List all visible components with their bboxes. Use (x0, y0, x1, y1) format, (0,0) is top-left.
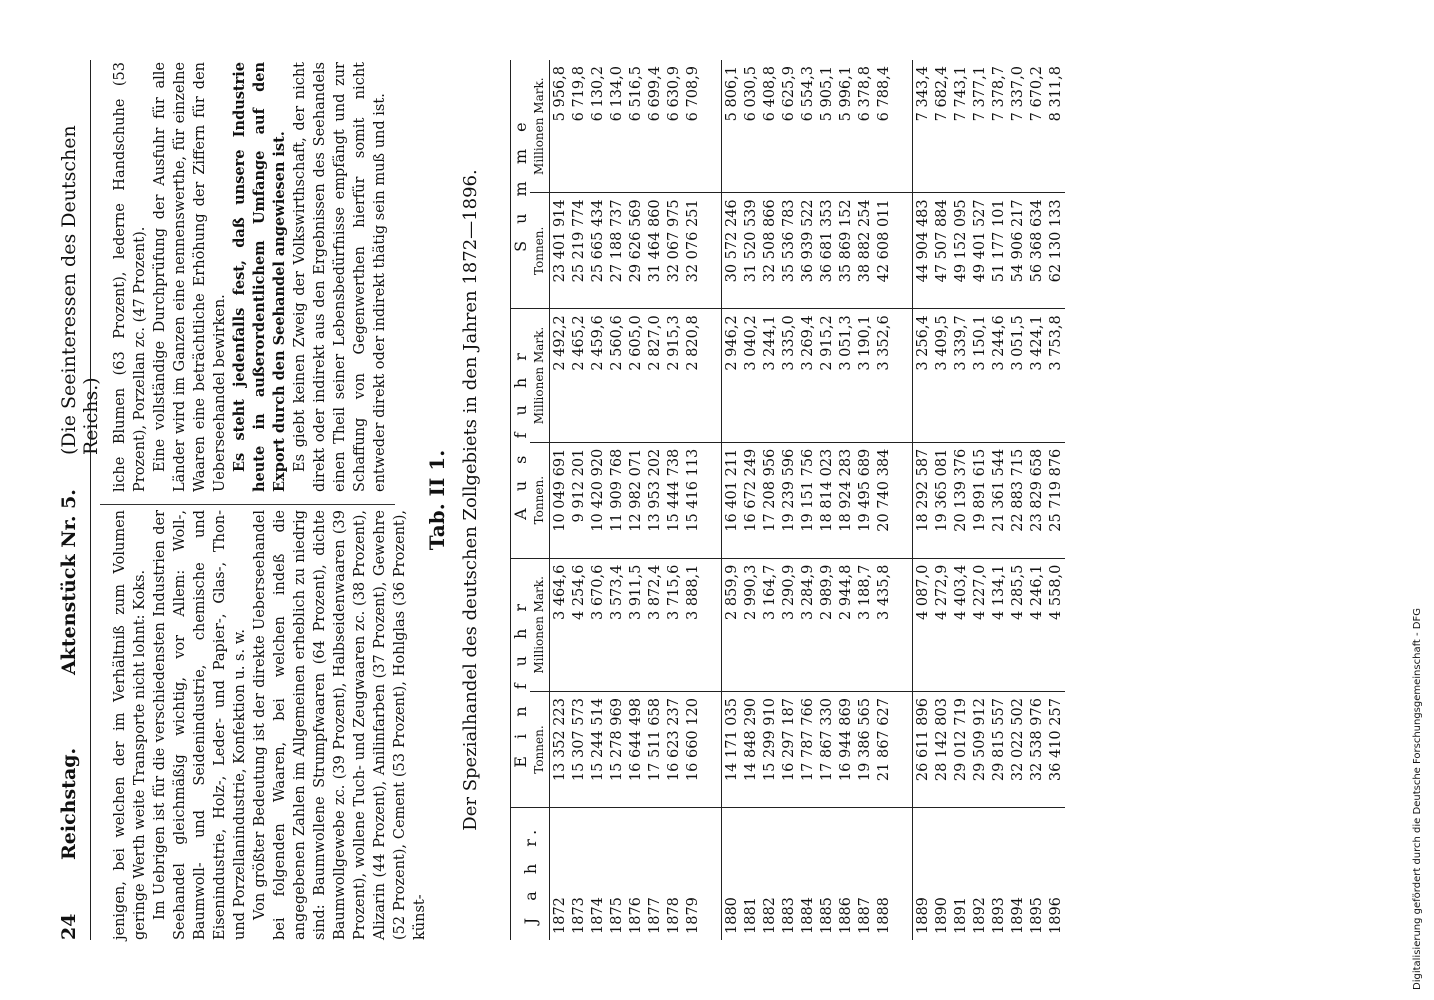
paragraph: Von größter Bedeutung ist der direkte Ueberseehandel bei folgenden Waaren, bei welchen indeß die angegebenen Zahlen im Allgemeinen erheblich zu niedrig sind: Baumwollene Strumpfwaaren (64 Prozent), dichte Baumwollgewebe zc. (39 Prozent), Halbseidenwaaren (39 Prozent), wollene Tuch- und Zeugwaaren zc. (38 Prozent), Alizarin (44 Prozent), Anilinfarben (37 Prozent), Gewehre (52 Prozent), Cement (53 Prozent), Hohlglas (36 Prozent), künst- (252, 510, 428, 940)
value-cell: 6 708,9 (683, 60, 702, 193)
value-cell: 3 040,2 (741, 309, 760, 442)
value-cell: 15 307 573 (569, 692, 588, 808)
table-row (836, 60, 855, 940)
value-cell: 31 464 860 (645, 193, 664, 309)
subheader-tonnen: Tonnen. (530, 442, 550, 558)
value-cell: 3 051,3 (836, 309, 855, 442)
value-cell: 6 788,4 (874, 60, 893, 193)
value-cell: 36 681 353 (817, 193, 836, 309)
value-cell: 7 682,4 (932, 60, 951, 193)
value-cell: 19 239 596 (779, 442, 798, 558)
table-row (913, 60, 933, 940)
value-cell: 7 378,7 (989, 60, 1008, 193)
value-cell: 6 134,0 (607, 60, 626, 193)
table-title: Tab. II 1. (425, 449, 449, 551)
table-row (664, 60, 683, 940)
page-number: 24 (58, 913, 80, 940)
header-title-aktenstueck: Aktenstück Nr. 5. (58, 489, 80, 675)
table-row (760, 60, 779, 940)
value-cell: 2 820,8 (683, 309, 702, 442)
value-cell: 6 516,5 (626, 60, 645, 193)
paragraph: Im Uebrigen ist für die verschiedensten Industrien der Seehandel gleichmäßig wichtig, vor Allem: Woll-, Baumwoll- und Seidenindustrie, chemische und Eisenindustrie, Holz-, Leder- und Papier-, Glas-, Thon- und Porzellanindustrie, Konfektion u. s. w. (152, 510, 248, 940)
subheader-tonnen: Tonnen. (530, 193, 550, 309)
value-cell: 2 944,8 (836, 558, 855, 691)
value-cell: 35 536 783 (779, 193, 798, 309)
value-cell: 18 814 023 (817, 442, 836, 558)
value-cell: 54 906 217 (1008, 193, 1027, 309)
value-cell: 19 386 565 (855, 692, 874, 808)
value-cell: 2 827,0 (645, 309, 664, 442)
group-header-summe: S u m m e (511, 60, 531, 309)
value-cell: 3 150,1 (970, 309, 989, 442)
table-row (683, 60, 702, 940)
value-cell: 3 164,7 (760, 558, 779, 691)
year-cell: 1894 (1009, 897, 1026, 934)
value-cell: 3 424,1 (1027, 309, 1046, 442)
value-cell: 14 171 035 (722, 692, 742, 808)
value-cell: 6 554,3 (798, 60, 817, 193)
year-cell: 1883 (780, 897, 797, 934)
value-cell: 27 188 737 (607, 193, 626, 309)
value-cell: 29 509 912 (970, 692, 989, 808)
value-cell: 56 368 634 (1027, 193, 1046, 309)
value-cell: 6 630,9 (664, 60, 683, 193)
value-cell: 3 464,6 (550, 558, 570, 691)
subheader-millionen-mark: Millionen Mark. (530, 309, 550, 442)
group-header-ausfuhr: A u s f u h r (511, 309, 531, 558)
table-row (970, 60, 989, 940)
header-title-reichstag: Reichstag. (58, 747, 80, 860)
value-cell: 32 067 975 (664, 193, 683, 309)
year-cell: 1887 (856, 897, 873, 934)
block-gap (702, 60, 722, 940)
value-cell: 15 444 738 (664, 442, 683, 558)
value-cell: 44 904 483 (913, 193, 933, 309)
value-cell: 6 378,8 (855, 60, 874, 193)
value-cell: 2 492,2 (550, 309, 570, 442)
value-cell: 38 882 254 (855, 193, 874, 309)
value-cell: 16 672 249 (741, 442, 760, 558)
group-header-einfuhr: E i n f u h r (511, 558, 531, 807)
table-row (645, 60, 664, 940)
paragraph: jenigen, bei welchen der im Verhältniß zum Volumen geringe Werth weite Transporte nicht lohnt: Koks. (112, 510, 148, 940)
value-cell: 17 511 658 (645, 692, 664, 808)
value-cell: 3 888,1 (683, 558, 702, 691)
year-header: J a h r. (520, 823, 540, 925)
year-cell: 1896 (1047, 897, 1064, 934)
value-cell: 49 401 527 (970, 193, 989, 309)
year-cell: 1884 (799, 897, 816, 934)
value-cell: 20 740 384 (874, 442, 893, 558)
value-cell: 47 507 884 (932, 193, 951, 309)
year-cell: 1893 (990, 897, 1007, 934)
table-row (607, 60, 626, 940)
value-cell: 12 982 071 (626, 442, 645, 558)
value-cell: 21 361 544 (989, 442, 1008, 558)
table-body (550, 60, 1066, 940)
paragraph: liche Blumen (63 Prozent), lederne Handschuhe (53 Prozent), Porzellan zc. (47 Prozent). (112, 62, 148, 492)
value-cell: 29 815 557 (989, 692, 1008, 808)
value-cell: 4 227,0 (970, 558, 989, 691)
header-rule (90, 60, 91, 940)
value-cell: 2 989,9 (817, 558, 836, 691)
value-cell: 4 254,6 (569, 558, 588, 691)
value-cell: 2 915,2 (817, 309, 836, 442)
value-cell: 16 944 869 (836, 692, 855, 808)
value-cell: 2 459,6 (588, 309, 607, 442)
value-cell: 62 130 133 (1046, 193, 1065, 309)
value-cell: 10 049 691 (550, 442, 570, 558)
value-cell: 31 520 539 (741, 193, 760, 309)
value-cell: 23 401 914 (550, 193, 570, 309)
value-cell: 17 787 766 (798, 692, 817, 808)
value-cell: 3 256,4 (913, 309, 933, 442)
value-cell: 6 130,2 (588, 60, 607, 193)
value-cell: 2 915,3 (664, 309, 683, 442)
subheader-millionen-mark: Millionen Mark. (530, 558, 550, 691)
year-cell: 1892 (971, 897, 988, 934)
table-row (1046, 60, 1065, 940)
value-cell: 15 278 969 (607, 692, 626, 808)
value-cell: 19 891 615 (970, 442, 989, 558)
value-cell: 16 401 211 (722, 442, 742, 558)
value-cell: 25 719 876 (1046, 442, 1065, 558)
value-cell: 16 297 187 (779, 692, 798, 808)
value-cell: 10 420 920 (588, 442, 607, 558)
year-cell: 1889 (913, 808, 933, 941)
subheader-tonnen: Tonnen. (530, 692, 550, 808)
value-cell: 3 051,5 (1008, 309, 1027, 442)
value-cell: 4 087,0 (913, 558, 933, 691)
table-row (626, 60, 645, 940)
value-cell: 15 299 910 (760, 692, 779, 808)
value-cell: 5 956,8 (550, 60, 570, 193)
year-cell: 1876 (627, 897, 644, 934)
value-cell: 32 538 976 (1027, 692, 1046, 808)
table-row (741, 60, 760, 940)
value-cell: 15 416 113 (683, 442, 702, 558)
value-cell: 7 343,4 (913, 60, 933, 193)
year-cell: 1878 (665, 897, 682, 934)
value-cell: 5 905,1 (817, 60, 836, 193)
year-cell: 1874 (589, 897, 606, 934)
value-cell: 29 626 569 (626, 193, 645, 309)
year-cell: 1879 (684, 897, 701, 934)
page-header (58, 60, 102, 940)
value-cell: 6 699,4 (645, 60, 664, 193)
year-cell: 1872 (550, 808, 570, 941)
value-cell: 25 665 434 (588, 193, 607, 309)
value-cell: 2 946,2 (722, 309, 742, 442)
value-cell: 3 244,1 (760, 309, 779, 442)
paragraph-emphasis: Es steht jedenfalls fest, daß unsere Industrie heute in außerordentlichem Umfange auf den Export durch den Seehandel angewiesen ist. (231, 62, 288, 492)
value-cell: 3 339,7 (951, 309, 970, 442)
value-cell: 7 743,1 (951, 60, 970, 193)
year-cell: 1882 (761, 897, 778, 934)
dfg-side-note (1412, 0, 1430, 990)
value-cell: 3 269,4 (798, 309, 817, 442)
year-cell: 1873 (570, 897, 587, 934)
value-cell: 3 335,0 (779, 309, 798, 442)
table-row (550, 60, 570, 940)
value-cell: 6 408,8 (760, 60, 779, 193)
value-cell: 16 644 498 (626, 692, 645, 808)
value-cell: 3 435,8 (874, 558, 893, 691)
value-cell: 3 284,9 (798, 558, 817, 691)
value-cell: 19 365 081 (932, 442, 951, 558)
value-cell: 18 924 283 (836, 442, 855, 558)
value-cell: 16 660 120 (683, 692, 702, 808)
value-cell: 36 410 257 (1046, 692, 1065, 808)
value-cell: 19 495 689 (855, 442, 874, 558)
table-row (951, 60, 970, 940)
value-cell: 2 560,6 (607, 309, 626, 442)
value-cell: 3 188,7 (855, 558, 874, 691)
value-cell: 7 337,0 (1008, 60, 1027, 193)
value-cell: 9 912 201 (569, 442, 588, 558)
right-text-column (110, 62, 390, 492)
table-row (779, 60, 798, 940)
table-row (588, 60, 607, 940)
value-cell: 19 151 756 (798, 442, 817, 558)
table-row (874, 60, 893, 940)
value-cell: 32 076 251 (683, 193, 702, 309)
year-cell: 1886 (837, 897, 854, 934)
value-cell: 4 272,9 (932, 558, 951, 691)
value-cell: 2 605,0 (626, 309, 645, 442)
value-cell: 14 848 290 (741, 692, 760, 808)
value-cell: 3 190,1 (855, 309, 874, 442)
value-cell: 3 911,5 (626, 558, 645, 691)
value-cell: 17 867 330 (817, 692, 836, 808)
value-cell: 28 142 803 (932, 692, 951, 808)
value-cell: 3 409,5 (932, 309, 951, 442)
value-cell: 5 996,1 (836, 60, 855, 193)
value-cell: 7 670,2 (1027, 60, 1046, 193)
value-cell: 3 753,8 (1046, 309, 1065, 442)
value-cell: 35 869 152 (836, 193, 855, 309)
value-cell: 18 292 587 (913, 442, 933, 558)
table-row (817, 60, 836, 940)
value-cell: 4 558,0 (1046, 558, 1065, 691)
value-cell: 26 611 896 (913, 692, 933, 808)
value-cell: 16 623 237 (664, 692, 683, 808)
year-cell: 1885 (818, 897, 835, 934)
value-cell: 17 208 956 (760, 442, 779, 558)
trade-table (510, 60, 1065, 940)
table-row (1027, 60, 1046, 940)
value-cell: 21 867 627 (874, 692, 893, 808)
column-divider (100, 504, 395, 505)
value-cell: 2 990,3 (741, 558, 760, 691)
value-cell: 3 872,4 (645, 558, 664, 691)
paragraph: Eine vollständige Durchprüfung der Ausfuhr für alle Länder wird im Ganzen eine nennenswerthe, für einzelne Waaren eine beträchtliche Erhöhung der Ziffern für den Ueberseehandel bewirken. (152, 62, 228, 492)
year-cell: 1877 (646, 897, 663, 934)
table-row (569, 60, 588, 940)
value-cell: 3 715,6 (664, 558, 683, 691)
table-row (722, 60, 742, 940)
value-cell: 4 285,5 (1008, 558, 1027, 691)
year-cell: 1875 (608, 897, 625, 934)
table-row (989, 60, 1008, 940)
year-cell: 1880 (722, 808, 742, 941)
value-cell: 4 134,1 (989, 558, 1008, 691)
table-row (932, 60, 951, 940)
table-row (855, 60, 874, 940)
value-cell: 7 377,1 (970, 60, 989, 193)
value-cell: 4 403,4 (951, 558, 970, 691)
value-cell: 42 608 011 (874, 193, 893, 309)
value-cell: 3 290,9 (779, 558, 798, 691)
value-cell: 32 508 866 (760, 193, 779, 309)
value-cell: 6 719,8 (569, 60, 588, 193)
value-cell: 6 030,5 (741, 60, 760, 193)
year-cell: 1888 (875, 897, 892, 934)
subheader-millionen-mark: Millionen Mark. (530, 60, 550, 193)
value-cell: 20 139 376 (951, 442, 970, 558)
block-gap (893, 60, 913, 940)
table-row (798, 60, 817, 940)
value-cell: 5 806,1 (722, 60, 742, 193)
year-cell: 1891 (952, 897, 969, 934)
header-title-subject: (Die Seeinteressen des Deutschen Reichs.) (58, 125, 102, 455)
value-cell: 3 352,6 (874, 309, 893, 442)
value-cell: 30 572 246 (722, 193, 742, 309)
left-text-column (110, 510, 430, 940)
dfg-side-note-text: Digitalisierung gefördert durch die Deutsche Forschungsgemeinschaft - DFG (1412, 607, 1423, 990)
value-cell: 22 883 715 (1008, 442, 1027, 558)
year-cell: 1895 (1028, 897, 1045, 934)
value-cell: 11 909 768 (607, 442, 626, 558)
value-cell: 13 953 202 (645, 442, 664, 558)
year-cell: 1881 (742, 897, 759, 934)
value-cell: 36 939 522 (798, 193, 817, 309)
value-cell: 3 244,6 (989, 309, 1008, 442)
year-cell: 1890 (933, 897, 950, 934)
value-cell: 25 219 774 (569, 193, 588, 309)
value-cell: 3 573,4 (607, 558, 626, 691)
table-row (1008, 60, 1027, 940)
table-subtitle: Der Spezialhandel des deutschen Zollgebiets in den Jahren 1872—1896. (460, 169, 481, 831)
value-cell: 2 859,9 (722, 558, 742, 691)
value-cell: 4 246,1 (1027, 558, 1046, 691)
value-cell: 51 177 101 (989, 193, 1008, 309)
value-cell: 6 625,9 (779, 60, 798, 193)
value-cell: 2 465,2 (569, 309, 588, 442)
value-cell: 32 022 502 (1008, 692, 1027, 808)
paragraph: Es giebt keinen Zweig der Volkswirthschaft, der nicht direkt oder indirekt aus den Ergebnissen des Seehandels einen Theil seiner Lebensbedürfnisse empfängt und zur Schaffung von Gegenwerthen hierfür somit nicht entweder direkt oder indirekt thätig sein muß und ist. (292, 62, 388, 492)
value-cell: 13 352 223 (550, 692, 570, 808)
value-cell: 23 829 658 (1027, 442, 1046, 558)
value-cell: 49 152 095 (951, 193, 970, 309)
value-cell: 3 670,6 (588, 558, 607, 691)
value-cell: 29 012 719 (951, 692, 970, 808)
value-cell: 8 311,8 (1046, 60, 1065, 193)
value-cell: 15 244 514 (588, 692, 607, 808)
